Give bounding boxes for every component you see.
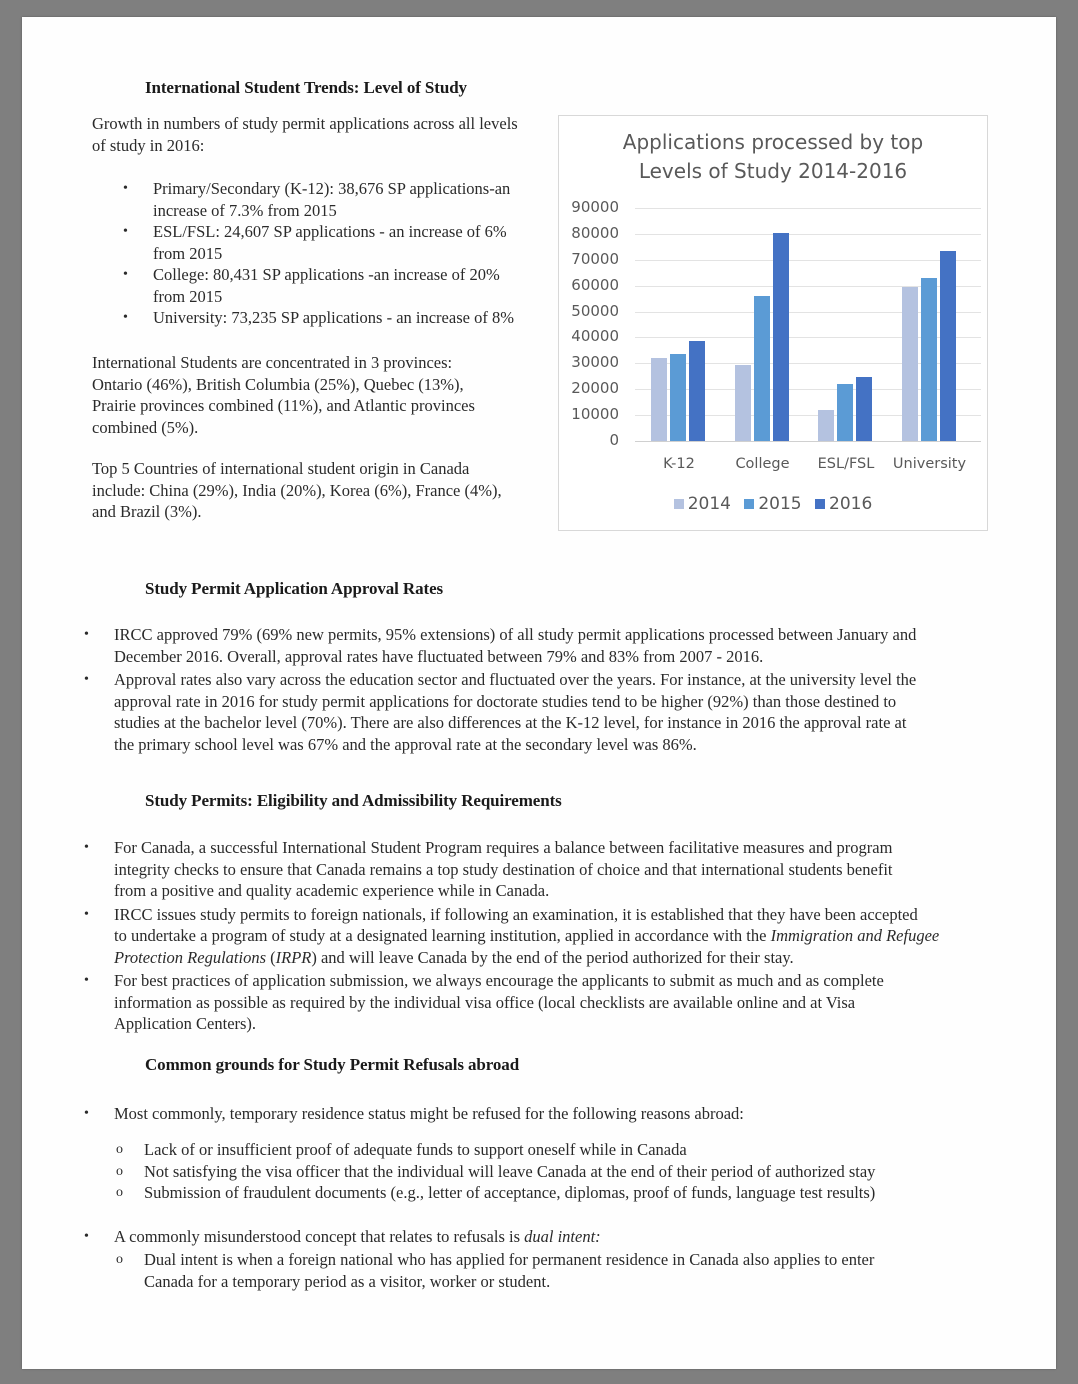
regulation-title: Protection Regulations [114, 947, 266, 967]
list-item [116, 1161, 1024, 1183]
text-line: Canada for a temporary period as a visitor, worker or student. [144, 1271, 551, 1291]
text-line: Ontario (46%), British Columbia (25%), Quebec (13%), [92, 374, 464, 394]
text-line: Submission of fraudulent documents (e.g., letter of acceptance, diplomas, proof of funds, language test results) [144, 1183, 876, 1202]
text-line: For best practices of application submission, we always encourage the applicants to submit as much and as complete [114, 971, 884, 990]
legend-label: 2014 [687, 494, 731, 514]
bullet-icon: • [123, 310, 128, 325]
legend-label: 2016 [829, 494, 873, 514]
text-line: Application Centers). [114, 1014, 257, 1033]
text-line: Most commonly, temporary residence status might be refused for the following reasons abroad: [114, 1104, 744, 1123]
text-line: Top 5 Countries of international student origin in Canada [92, 459, 470, 478]
text-line: International Students are concentrated in 3 provinces: [92, 353, 453, 372]
text-line: the primary school level was 67% and the approval rate at the secondary level was 86%. [114, 734, 697, 754]
regulation-title: Immigration and Refugee [770, 926, 940, 945]
section-heading-refusals: Common grounds for Study Permit Refusals abroad [145, 1055, 520, 1074]
chart-legend [559, 494, 987, 514]
bullet-icon: • [123, 181, 128, 196]
text-line: and Brazil (3%). [92, 502, 202, 521]
legend-swatch [744, 499, 754, 509]
legend-item-2016 [815, 494, 872, 514]
list-item [123, 221, 553, 264]
y-tick-label: 40000 [571, 327, 619, 346]
regulation-abbr: IRPR [275, 947, 312, 967]
applications-bar-chart [558, 115, 988, 531]
text-line: Lack of or insufficient proof of adequate funds to support oneself while in Canada [144, 1140, 687, 1159]
bullet-icon: • [84, 1229, 89, 1244]
y-tick-label: 20000 [571, 379, 619, 398]
y-tick-label: 70000 [571, 249, 619, 268]
item-text: University: 73,235 SP applications - an increase of 8% [153, 308, 514, 327]
gridline [635, 234, 981, 235]
section-heading-eligibility: Study Permits: Eligibility and Admissibility Requirements [145, 791, 562, 810]
text-span: ( [266, 947, 276, 967]
list-item [84, 904, 1014, 969]
y-tick-label: 0 [609, 431, 619, 449]
chart-title [559, 128, 987, 186]
gridline [635, 441, 981, 442]
text-line [114, 925, 1014, 947]
bar-esl-fsl-2015 [837, 384, 853, 441]
text-line: approval rate in 2016 for study permit applications for doctorate studies tend to be higher (92%) than those destined to [114, 691, 897, 711]
text-line: IRCC issues study permits to foreign nationals, if following an examination, it is established that they have been accepted [114, 904, 918, 924]
text-line: combined (5%). [92, 417, 199, 437]
list-item [84, 970, 1014, 1035]
text-line: Dual intent is when a foreign national who has applied for permanent residence in Canada also applies to enter [144, 1250, 875, 1269]
countries-paragraph [92, 458, 552, 523]
item-text: increase of 7.3% from 2015 [153, 200, 337, 220]
gridline [635, 208, 981, 209]
bullet-icon: • [84, 906, 89, 922]
section-heading-approval-rates: Study Permit Application Approval Rates [145, 579, 444, 598]
text-line [114, 1226, 1014, 1248]
text-line: Not satisfying the visa officer that the individual will leave Canada at the end of their period of authorized stay [144, 1161, 876, 1181]
provinces-paragraph [92, 352, 542, 438]
item-text: from 2015 [153, 243, 223, 263]
y-tick-label: 50000 [571, 301, 619, 320]
text-line: integrity checks to ensure that Canada remains a top study destination of choice and that international students benefit [114, 859, 893, 879]
list-item [84, 1226, 1014, 1248]
chart-title-line: Applications processed by top [622, 130, 924, 154]
bar-k-12-2016 [689, 341, 705, 441]
dual-intent-list [84, 1226, 1014, 1248]
bullet-icon: • [84, 973, 89, 988]
circle-bullet-icon: o [116, 1185, 123, 1200]
bullet-icon: • [123, 267, 128, 282]
intro-paragraph [92, 113, 532, 156]
text-span: ) and will leave Canada by the end of the period authorized for their stay. [311, 947, 794, 967]
bullet-icon: • [84, 672, 89, 687]
bar-university-2014 [902, 287, 918, 441]
legend-label: 2015 [758, 494, 802, 514]
bar-college-2015 [754, 296, 770, 441]
level-growth-list [123, 178, 553, 329]
bullet-icon: • [123, 224, 128, 239]
x-tick-label: College [735, 456, 790, 472]
dual-intent-definition-list [116, 1249, 1024, 1292]
y-tick-label: 60000 [571, 275, 619, 294]
item-text: College: 80,431 SP applications -an increase of 20% [153, 265, 500, 284]
approval-rates-list [84, 624, 1014, 755]
term-dual-intent: dual intent: [524, 1227, 601, 1246]
x-tick-label: K-12 [663, 456, 695, 472]
text-line: IRCC approved 79% (69% new permits, 95% extensions) of all study permit applications processed between January and [114, 625, 917, 644]
text-span: to undertake a program of study at a designated learning institution, applied in accordance with the [114, 926, 771, 945]
legend-item-2014 [674, 494, 731, 514]
circle-bullet-icon: o [116, 1142, 123, 1157]
text-line: Approval rates also vary across the education sector and fluctuated over the years. For instance, at the university level the [114, 670, 917, 689]
list-item [116, 1139, 1024, 1161]
item-text: ESL/FSL: 24,607 SP applications - an increase of 6% [153, 222, 507, 241]
refusal-reasons-list [116, 1139, 1024, 1204]
bullet-icon: • [84, 627, 89, 642]
item-text: Primary/Secondary (K-12): 38,676 SP applications-an [153, 179, 511, 198]
y-tick-label: 80000 [571, 223, 619, 242]
circle-bullet-icon: o [116, 1252, 123, 1267]
bar-university-2015 [921, 278, 937, 441]
bar-k-12-2015 [670, 354, 686, 441]
text-line: December 2016. Overall, approval rates have fluctuated between 79% and 83% from 2007 - 2016. [114, 646, 764, 666]
x-tick-label: University [892, 456, 967, 472]
text-line [114, 947, 1014, 969]
bullet-icon: • [84, 1106, 89, 1121]
text-line: studies at the bachelor level (70%). There are also differences at the K-12 level, for instance in 2016 the approval rate at [114, 713, 907, 732]
list-item [123, 178, 553, 221]
list-item [116, 1249, 1024, 1292]
y-tick-label: 10000 [571, 405, 619, 424]
bar-university-2016 [940, 251, 956, 441]
chart-title-line: Levels of Study 2014-2016 [638, 159, 908, 183]
bullet-icon: • [84, 840, 89, 855]
legend-swatch [815, 499, 825, 509]
intro-text: Growth in numbers of study permit applications across all levels of study in 2016: [92, 114, 518, 155]
list-item [84, 624, 1014, 667]
legend-item-2015 [744, 494, 801, 514]
list-item [123, 307, 553, 329]
legend-swatch [674, 499, 684, 509]
text-line: Prairie provinces combined (11%), and Atlantic provinces [92, 396, 475, 415]
text-line: from a positive and quality academic experience while in Canada. [114, 881, 550, 900]
bar-college-2016 [773, 233, 789, 441]
list-item [84, 669, 1014, 755]
x-tick-label: ESL/FSL [817, 456, 875, 472]
text-line: For Canada, a successful International Student Program requires a balance between facilitative measures and program [114, 838, 893, 857]
text-line: include: China (29%), India (20%), Korea (6%), France (4%), [92, 480, 502, 500]
list-item [84, 1103, 1014, 1125]
list-item [123, 264, 553, 307]
list-item [116, 1182, 1024, 1204]
y-tick-label: 90000 [571, 198, 619, 216]
y-tick-label: 30000 [571, 353, 619, 372]
bar-k-12-2014 [651, 358, 667, 441]
eligibility-list [84, 837, 1014, 1035]
document-page [22, 17, 1056, 1369]
gridline [635, 260, 981, 261]
refusals-list [84, 1103, 1014, 1125]
list-item [84, 837, 1014, 902]
item-text: from 2015 [153, 286, 223, 306]
section-heading-level-of-study: International Student Trends: Level of Study [145, 78, 467, 97]
text-span: A commonly misunderstood concept that relates to refusals is [114, 1227, 525, 1246]
bar-esl-fsl-2014 [818, 410, 834, 441]
text-line: information as possible as required by the individual visa office (local checklists are available online and at Visa [114, 992, 856, 1012]
bar-college-2014 [735, 365, 751, 441]
bar-esl-fsl-2016 [856, 377, 872, 441]
circle-bullet-icon: o [116, 1163, 123, 1179]
